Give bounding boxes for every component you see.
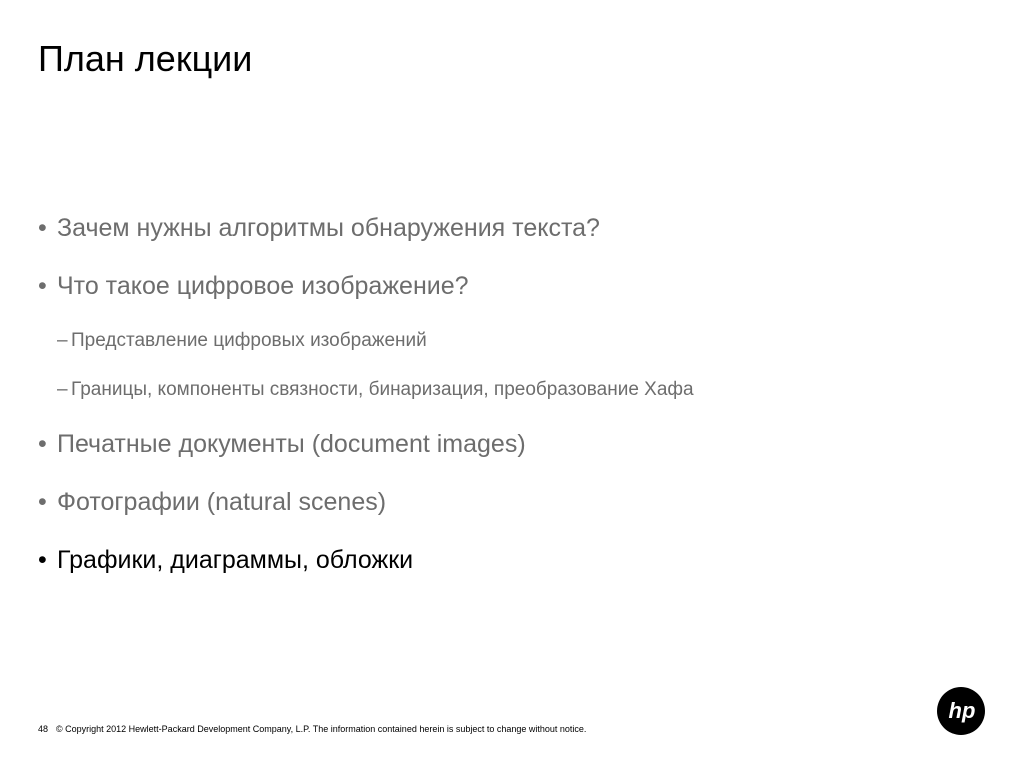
outline-subitem-text: Границы, компоненты связности, бинаризация, преобразование Хафа [71, 379, 694, 400]
bullet-marker: • [38, 214, 47, 242]
bullet-marker: • [38, 546, 47, 574]
outline-item [38, 488, 386, 517]
footer [38, 724, 586, 734]
outline-item [38, 272, 469, 301]
outline-item-text: Зачем нужны алгоритмы обнаружения текста? [57, 214, 600, 242]
copyright-notice: © Copyright 2012 Hewlett-Packard Development Company, L.P. The information contained herein is subject to change without notice. [56, 724, 587, 734]
outline-item [38, 546, 413, 575]
hp-logo-text: hp [948, 698, 976, 723]
outline-subitem [57, 379, 694, 401]
bullet-marker: • [38, 488, 47, 516]
page-number: 48 [38, 724, 49, 734]
outline-item-text: Графики, диаграммы, обложки [57, 546, 414, 574]
outline-subitem-text: Представление цифровых изображений [71, 330, 427, 351]
hp-logo-icon [937, 687, 985, 735]
slide-title: План лекции [38, 38, 253, 79]
outline-item-text: Что такое цифровое изображение? [57, 272, 469, 300]
bullet-marker: • [38, 430, 47, 458]
outline-item-text: Фотографии (natural scenes) [57, 488, 387, 516]
outline-item [38, 214, 600, 243]
dash-marker: – [57, 379, 68, 400]
outline-item-text: Печатные документы (document images) [57, 430, 526, 458]
bullet-marker: • [38, 272, 47, 300]
dash-marker: – [57, 330, 68, 351]
outline-subitem [57, 330, 427, 352]
outline-item [38, 430, 526, 459]
